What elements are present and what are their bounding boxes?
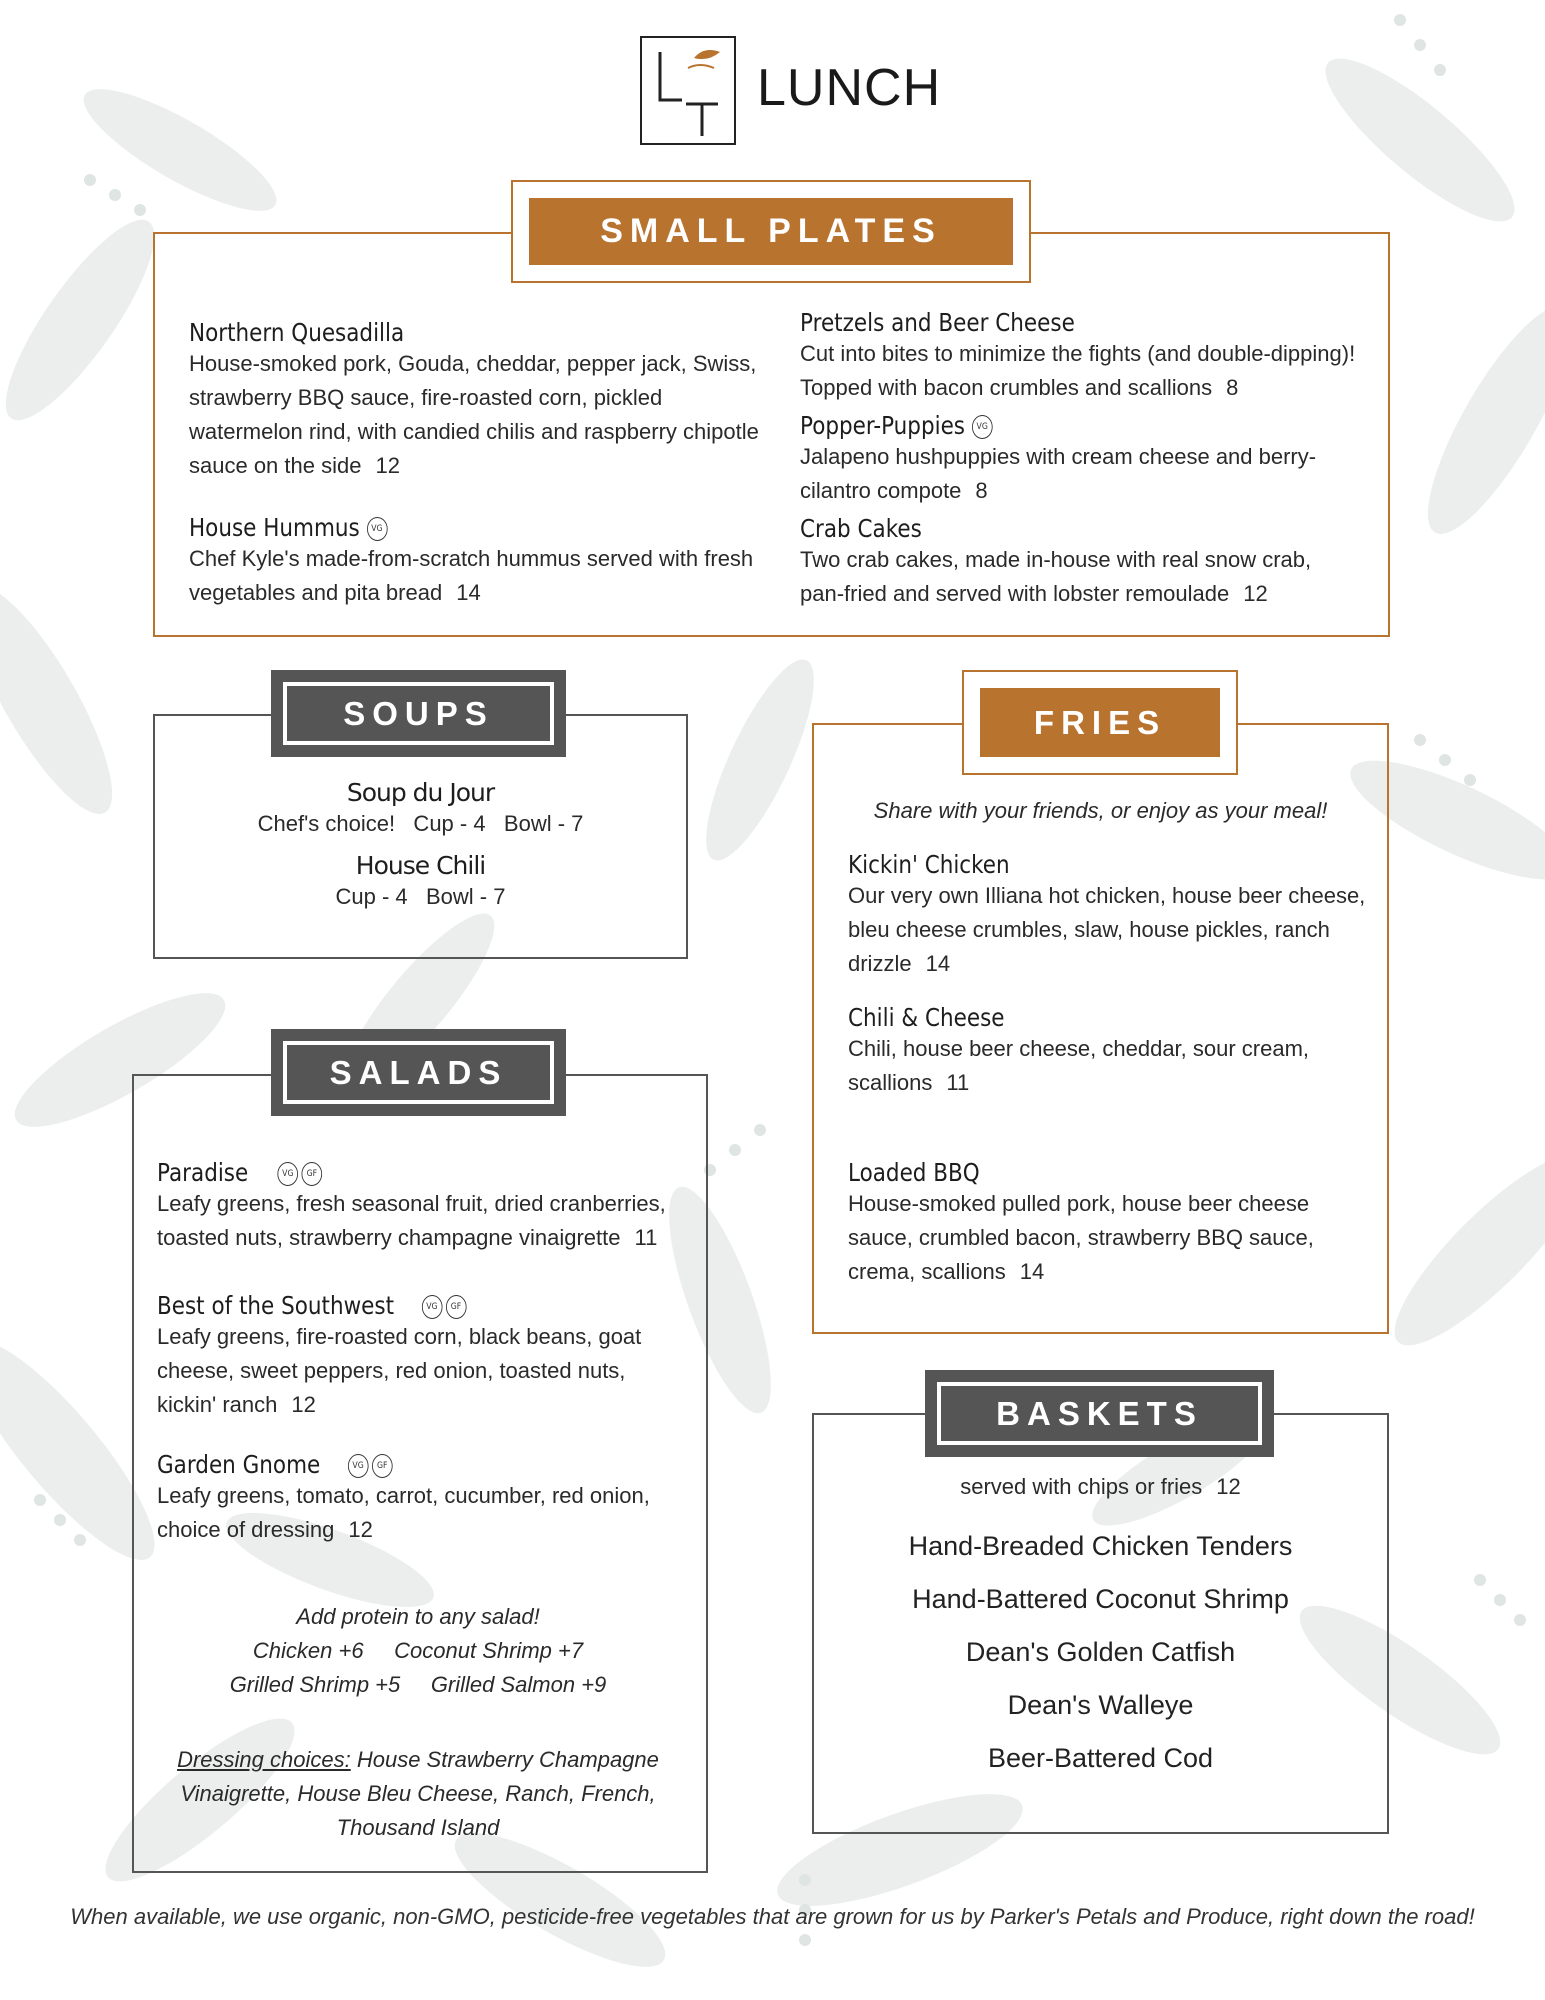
fries-intro: Share with your friends, or enjoy as your meal! [873,798,1328,823]
list-item: Dean's Golden Catfish [965,1637,1236,1667]
description-text: Cut into bites to minimize the fights (and double-dipping)! Topped with bacon crumbles and scallions [800,341,1356,400]
item-description [189,347,759,483]
item-description [800,440,1360,508]
item-name: Northern Quesadilla [189,318,405,347]
small-plates-left-column [189,318,759,610]
description-text: House-smoked pulled pork, house beer cheese sauce, crumbled bacon, strawberry BBQ sauce, crema, scallions [848,1191,1314,1284]
menu-item [800,514,1360,611]
menu-item [848,1158,1368,1289]
item-price: 14 [456,580,481,605]
menu-item [800,308,1360,405]
soups-banner [271,670,566,757]
baskets-list [812,1520,1389,1785]
gluten-free-badge-icon: GF [446,1295,467,1319]
salads-list [157,1158,687,1547]
description-text: Leafy greens, fresh seasonal fruit, dried cranberries, toasted nuts, strawberry champagne vinaigrette [157,1191,666,1250]
item-name-text: Paradise [157,1158,249,1187]
page-title: LUNCH [757,59,942,117]
item-name: Chili & Cheese [848,1003,1005,1032]
item-description [848,879,1368,981]
item-description [157,1187,687,1255]
item-price: 12 [348,1517,373,1542]
protein-options: Grilled Shrimp +5 Grilled Salmon +9 [229,1672,607,1697]
logo-mark-icon [642,38,734,143]
item-name: Soup du Jour [346,778,495,807]
menu-item [157,1291,687,1422]
description-text: House-smoked pork, Gouda, cheddar, pepper jack, Swiss, strawberry BBQ sauce, fire-roasted corn, pickled watermelon rind, with candied chilis and raspberry chipotle sauce on the side [189,351,759,478]
vegetarian-badge-icon: VG [367,517,388,541]
baskets-intro [812,1470,1389,1504]
item-description [800,337,1360,405]
menu-item [800,411,1360,508]
baskets-banner [925,1370,1274,1457]
item-name [157,1158,613,1187]
footer-note: When available, we use organic, non-GMO, pesticide-free vegetables that are grown for us by Parker's Petals and Produce, right down the road! [70,1904,1475,1929]
item-name-text: Popper-Puppies [800,411,966,440]
list-item: Hand-Breaded Chicken Tenders [908,1531,1293,1561]
item-price: 8 [975,478,988,503]
description-text: Two crab cakes, made in-house with real snow crab, pan-fried and served with lobster remoulade [800,547,1312,606]
menu-item [189,318,759,483]
dressing-list: House Strawberry Champagne Vinaigrette, House Bleu Cheese, Ranch, French, Thousand Island [180,1747,659,1840]
item-name: Loaded BBQ [848,1158,980,1187]
item-name-text: Garden Gnome [157,1450,321,1479]
item-price: 12 [291,1392,316,1417]
salads-banner [271,1029,566,1116]
soups-list [153,778,688,914]
item-price: 11 [946,1070,970,1095]
item-price: 8 [1226,375,1239,400]
item-name: House Chili [355,851,486,880]
item-name: Pretzels and Beer Cheese [800,308,1075,337]
baskets-price: 12 [1216,1474,1241,1499]
protein-title: Add protein to any salad! [296,1604,540,1629]
vegetarian-badge-icon: VG [277,1162,298,1186]
item-name-text: House Hummus [189,513,360,542]
description-text: Chef Kyle's made-from-scratch hummus served with fresh vegetables and pita bread [189,546,754,605]
section-heading: SALADS [283,1041,554,1104]
description-text: Jalapeno hushpuppies with cream cheese and berry-cilantro compote [800,444,1317,503]
item-description [848,1032,1368,1100]
item-name [800,411,1282,440]
item-description: Chef's choice! Cup - 4 Bowl - 7 [257,811,584,836]
item-description: Cup - 4 Bowl - 7 [335,884,506,909]
item-price: 12 [375,453,400,478]
item-description [800,543,1360,611]
item-name: Kickin' Chicken [848,850,1010,879]
section-heading: FRIES [980,688,1220,757]
list-item: Beer-Battered Cod [987,1743,1214,1773]
description-text: Leafy greens, tomato, carrot, cucumber, red onion, choice of dressing [157,1483,650,1542]
fries-banner [962,670,1238,775]
vegetarian-badge-icon: VG [972,415,993,439]
description-text: Leafy greens, fire-roasted corn, black beans, goat cheese, sweet peppers, red onion, toasted nuts, kickin' ranch [157,1324,642,1417]
item-price: 12 [1243,581,1268,606]
item-description [157,1320,687,1422]
menu-item [157,1158,687,1255]
item-description [848,1187,1368,1289]
gluten-free-badge-icon: GF [302,1162,323,1186]
vegetarian-badge-icon: VG [348,1454,369,1478]
item-name [189,513,679,542]
menu-item [848,1003,1368,1100]
dressing-choices [162,1743,674,1845]
logo [640,36,736,145]
item-name [157,1450,613,1479]
vegetarian-badge-icon: VG [422,1295,443,1319]
description-text: Chili, house beer cheese, cheddar, sour cream, scallions [848,1036,1310,1095]
item-name: Crab Cakes [800,514,922,543]
section-heading: SMALL PLATES [529,198,1013,265]
baskets-intro-text: served with chips or fries [960,1474,1203,1499]
item-price: 11 [634,1225,658,1250]
protein-options: Chicken +6 Coconut Shrimp +7 [252,1638,584,1663]
gluten-free-badge-icon: GF [372,1454,393,1478]
dressing-label: Dressing choices: [177,1747,351,1772]
list-item: Dean's Walleye [1007,1690,1194,1720]
description-text: Our very own Illiana hot chicken, house beer cheese, bleu cheese crumbles, slaw, house pickles, ranch drizzle [848,883,1366,976]
menu-item [848,850,1368,981]
item-name-text: Best of the Southwest [157,1291,395,1320]
small-plates-banner [511,180,1031,283]
protein-addons [152,1600,684,1702]
item-price: 14 [1019,1259,1045,1284]
section-heading: BASKETS [937,1382,1262,1445]
menu-item [157,1450,687,1547]
list-item: Hand-Battered Coconut Shrimp [912,1584,1289,1614]
item-description [157,1479,687,1547]
fries-list [848,850,1368,1289]
item-name [157,1291,613,1320]
small-plates-right-column [800,308,1360,611]
menu-item [189,513,759,610]
section-heading: SOUPS [283,682,554,745]
item-price: 14 [925,951,951,976]
item-description [189,542,759,610]
